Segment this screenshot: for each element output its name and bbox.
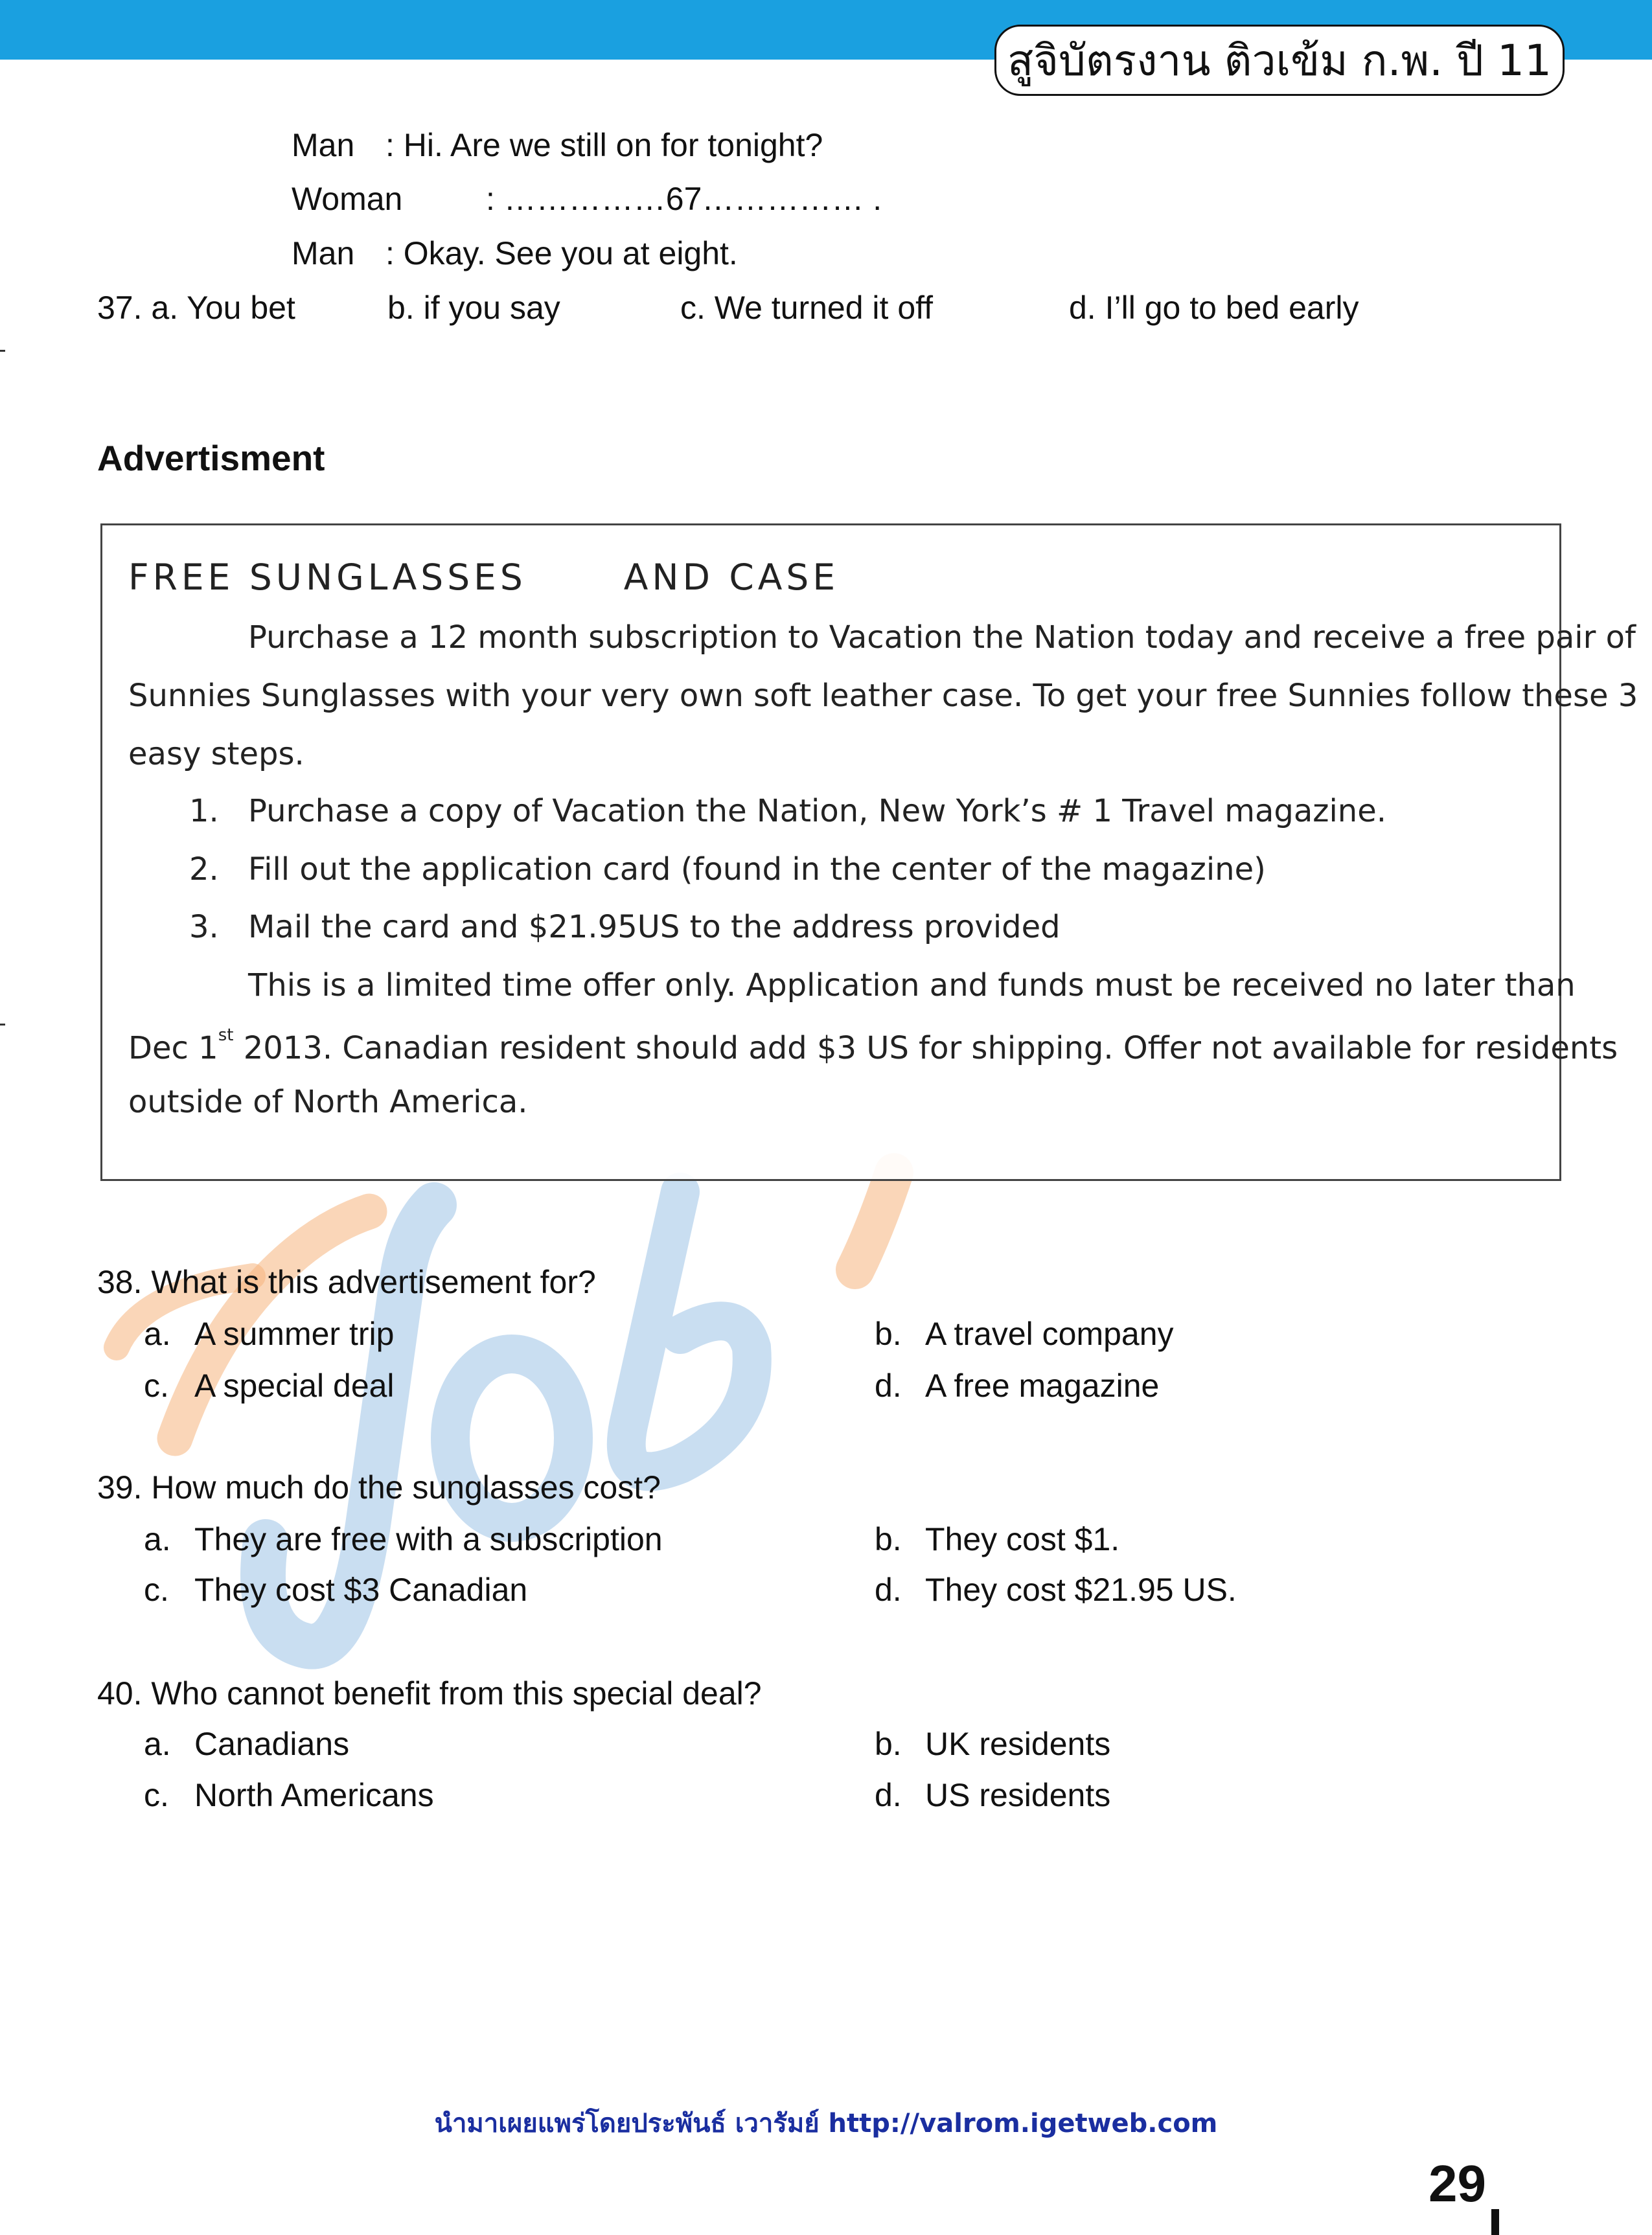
option-letter: d. [875, 1572, 902, 1608]
date-prefix: Dec 1 [128, 1030, 218, 1066]
option-letter: a. [144, 1521, 171, 1557]
option-b: b. if you say [387, 290, 560, 326]
header-title: สูจิบัตรงาน ติวเข้ม ก.พ. ปี 11 [994, 25, 1565, 96]
utterance: : ……………67…………… . [486, 181, 882, 217]
ad-text-line: Purchase a 12 month subscription to Vacation the Nation today and receive a free pair of [248, 619, 1636, 656]
footer-credit: นำมาเผยแพร่โดยประพันธ์ เวารัมย์ http://valrom.igetweb.com [434, 2109, 1218, 2138]
question-37 [97, 289, 1522, 328]
option-text: They cost $21.95 US. [925, 1572, 1237, 1608]
question-38: 38. What is this advertisement for? [97, 1264, 596, 1300]
option-text: A summer trip [194, 1316, 395, 1352]
option-letter: c. [144, 1572, 169, 1608]
step-number: 2. [189, 851, 219, 888]
option-c: c. We turned it off [680, 290, 934, 326]
option-text: They are free with a subscription [194, 1521, 663, 1557]
option-text: A travel company [925, 1316, 1174, 1352]
job-logo-watermark [97, 1153, 939, 1736]
step-text: Fill out the application card (found in the center of the magazine) [248, 851, 1266, 888]
option-text: US residents [925, 1777, 1111, 1813]
step-number: 3. [189, 909, 219, 945]
step-text: Mail the card and $21.95US to the address provided [248, 909, 1061, 945]
option-text: A special deal [194, 1368, 395, 1404]
speaker: Man [292, 235, 355, 271]
option-d: d. I’ll go to bed early [1069, 290, 1359, 326]
option-a: 37. a. You bet [97, 290, 295, 326]
utterance: : Hi. Are we still on for tonight? [385, 127, 823, 163]
option-text: They cost $1. [925, 1521, 1120, 1557]
option-letter: a. [144, 1726, 171, 1762]
step-text: Purchase a copy of Vacation the Nation, New York’s # 1 Travel magazine. [248, 793, 1386, 829]
ad-text-line: This is a limited time offer only. Application and funds must be received no later than [248, 967, 1576, 1003]
option-text: UK residents [925, 1726, 1111, 1762]
ad-title [128, 556, 839, 598]
option-letter: b. [875, 1316, 902, 1352]
speaker: Man [292, 127, 355, 163]
dialogue-line [292, 180, 882, 218]
option-text: North Americans [194, 1777, 434, 1813]
date-suffix: st [218, 1026, 234, 1045]
question-39: 39. How much do the sunglasses cost? [97, 1469, 661, 1506]
ad-title-right: AND CASE [623, 556, 840, 598]
question-40: 40. Who cannot benefit from this special deal? [97, 1675, 762, 1712]
option-letter: c. [144, 1368, 169, 1404]
ad-text-line: Sunnies Sunglasses with your very own soft leather case. To get your free Sunnies follow these 3 [128, 678, 1638, 714]
ad-text-line: easy steps. [128, 736, 304, 772]
page-number: 29 [1428, 2155, 1486, 2212]
ad-text-line [128, 1026, 1618, 1066]
utterance: : Okay. See you at eight. [385, 235, 738, 271]
dialogue-line [292, 126, 823, 164]
step-number: 1. [189, 793, 219, 829]
option-letter: d. [875, 1777, 902, 1813]
margin-mark [0, 350, 5, 352]
section-title: Advertisment [97, 438, 325, 478]
page-tick [1491, 2209, 1499, 2235]
option-letter: b. [875, 1726, 902, 1762]
ad-text-line: outside of North America. [128, 1084, 528, 1120]
option-letter: c. [144, 1777, 169, 1813]
option-letter: d. [875, 1368, 902, 1404]
option-letter: b. [875, 1521, 902, 1557]
ad-text-rest: 2013. Canadian resident should add $3 US for shipping. Offer not available for residents [233, 1030, 1618, 1066]
dialogue-line [292, 235, 738, 272]
option-text: Canadians [194, 1726, 350, 1762]
speaker: Woman [292, 181, 403, 217]
option-text: They cost $3 Canadian [194, 1572, 528, 1608]
option-letter: a. [144, 1316, 171, 1352]
margin-mark [0, 1024, 5, 1026]
ad-title-left: FREE SUNGLASSES [128, 556, 527, 598]
advertisement-box [100, 523, 1638, 1181]
option-text: A free magazine [925, 1368, 1160, 1404]
